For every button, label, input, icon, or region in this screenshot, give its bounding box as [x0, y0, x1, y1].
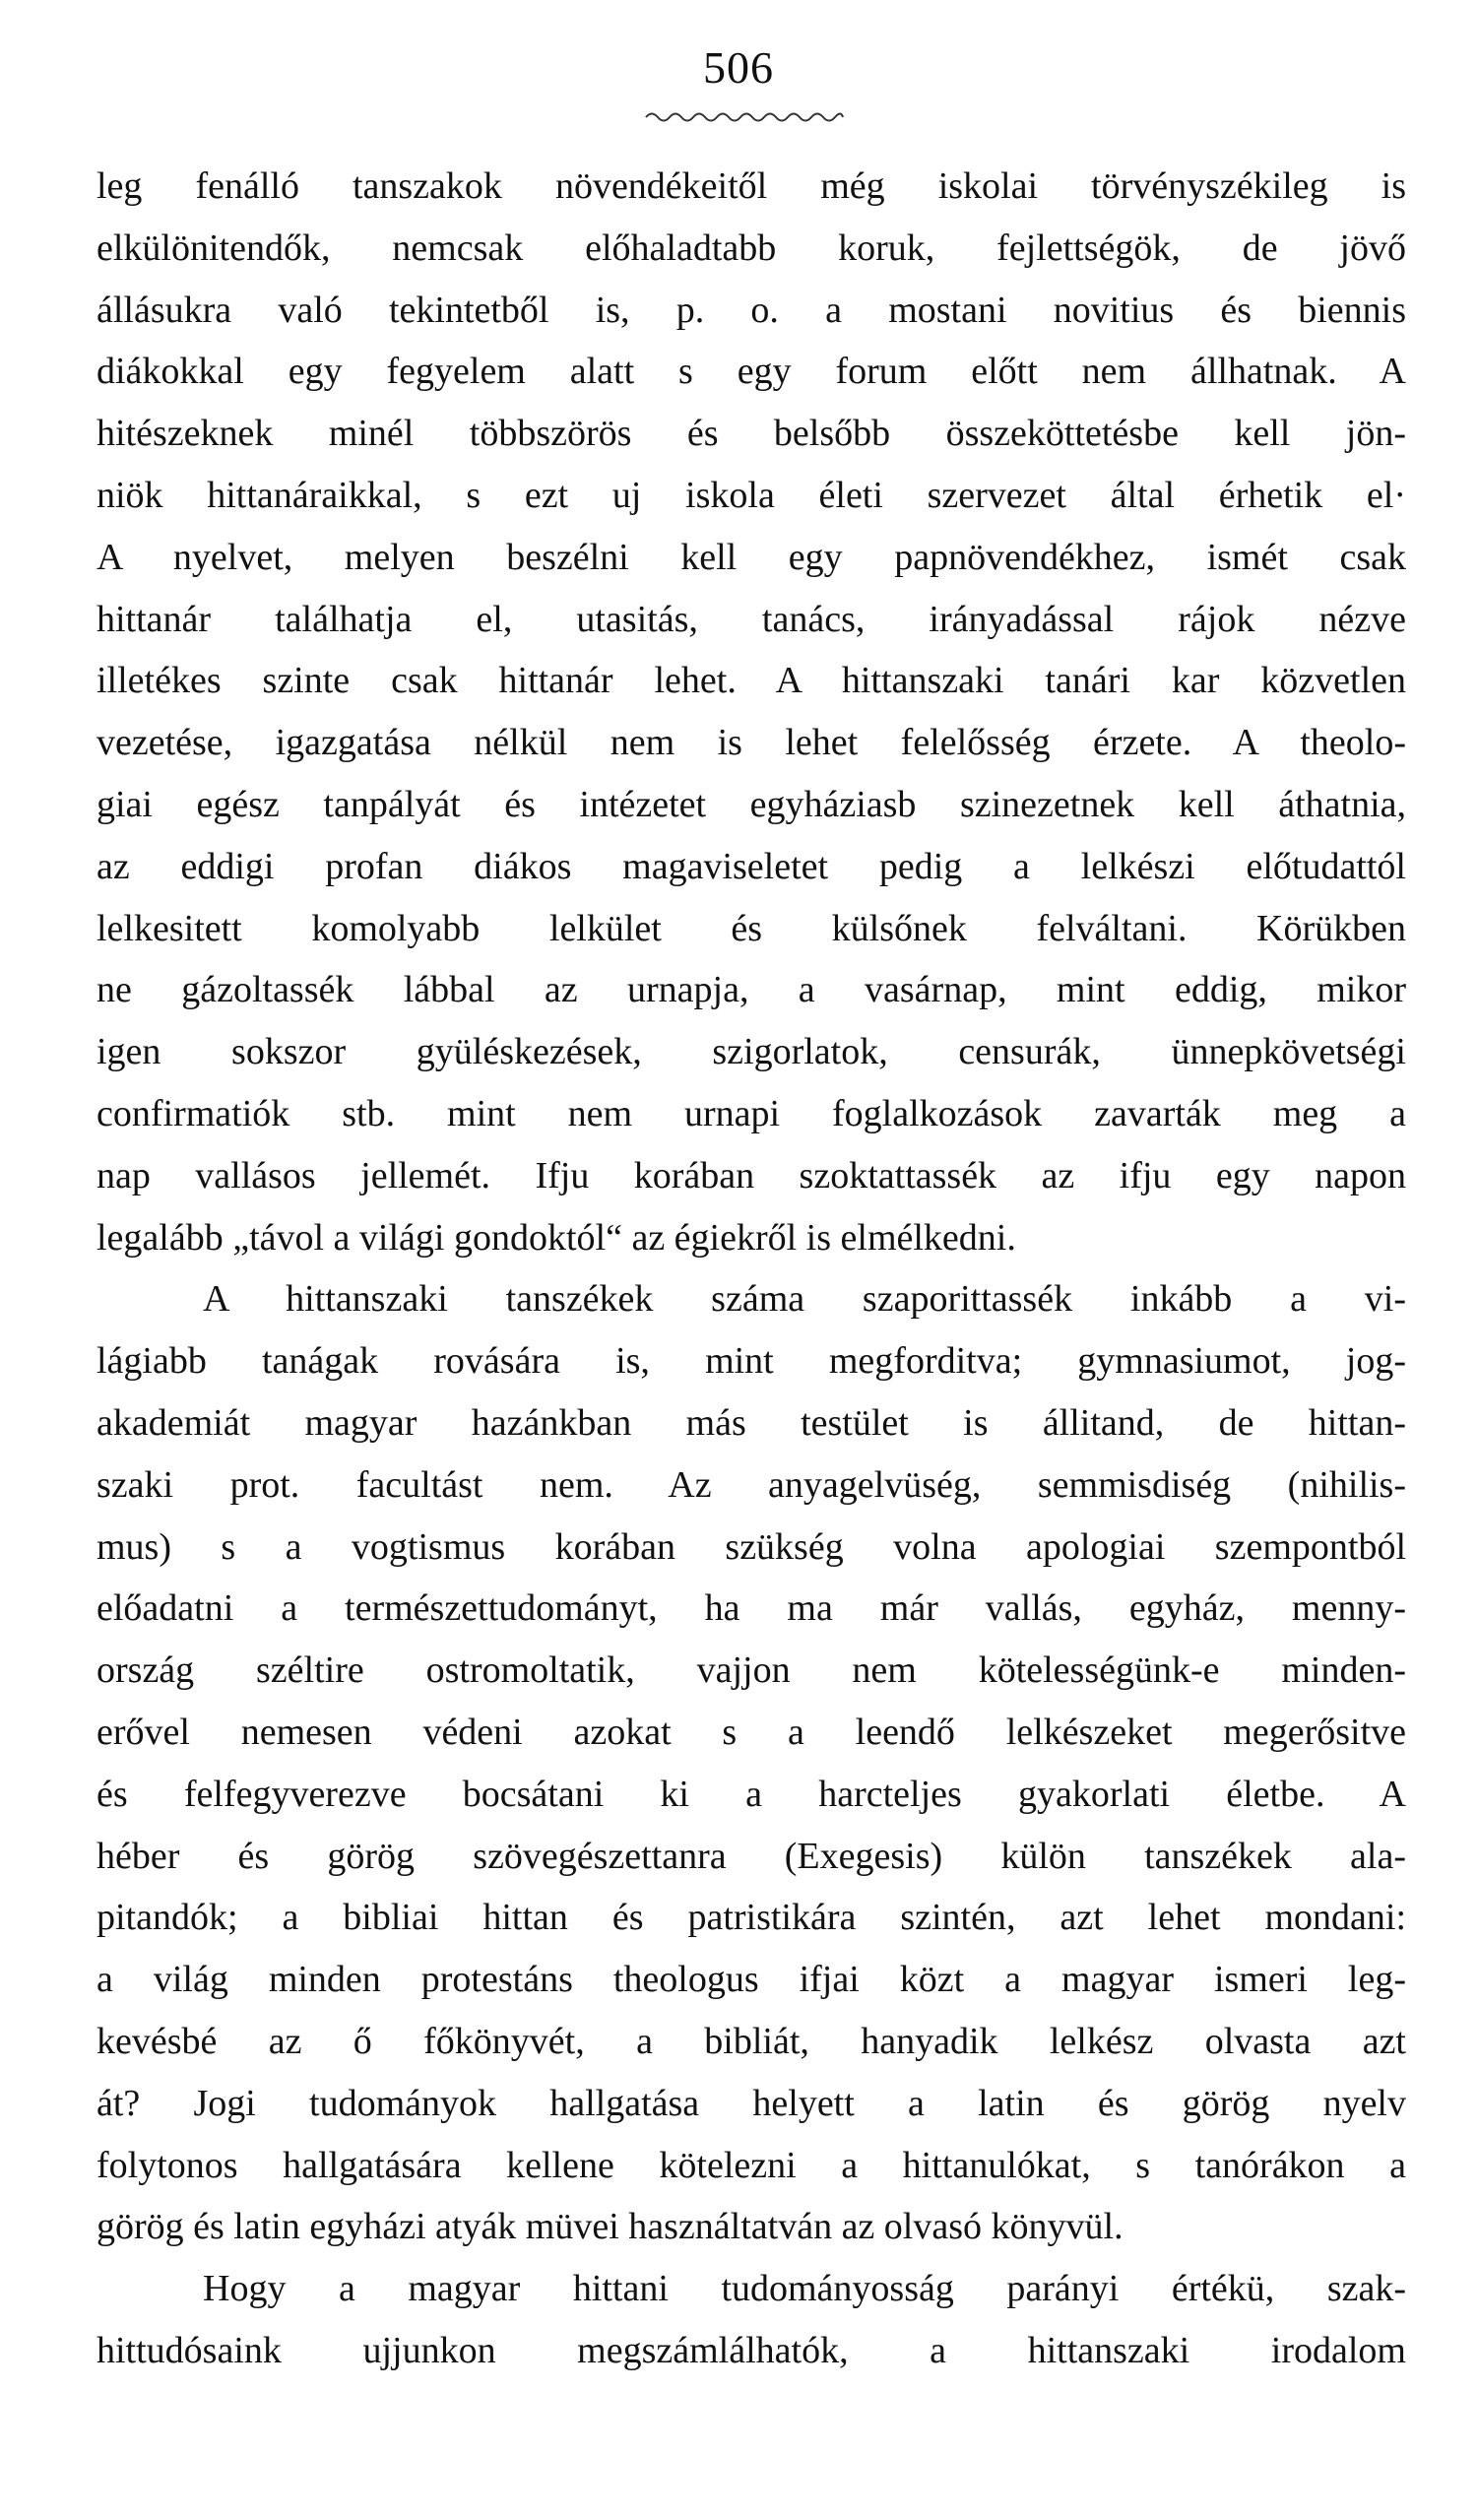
text-line: hittudósaink ujjunkon megszámlálhatók, a hittanszaki irodalom: [96, 2329, 1406, 2371]
page-number: 506: [703, 42, 774, 93]
text-line: át? Jogi tudományok hallgatása helyett a latin és görög nyelv: [96, 2082, 1406, 2124]
text-line: mus) s a vogtismus korában szükség volna apologiai szempontból: [96, 1525, 1406, 1568]
text-line: giai egész tanpályát és intézetet egyháziasb szinezetnek kell áthatnia,: [96, 783, 1406, 825]
text-line: pitandók; a bibliai hittan és patristikára szintén, azt lehet mondani:: [96, 1897, 1406, 1939]
text-line: a világ minden protestáns theologus ifjai közt a magyar ismeri leg-: [96, 1959, 1406, 2001]
text-line: elkülönitendők, nemcsak előhaladtabb koruk, fejlettségök, de jövő: [96, 226, 1406, 269]
text-line: Hogy a magyar hittani tudományosság parányi értékü, szak-: [203, 2268, 1406, 2310]
text-line: leg fenálló tanszakok növendékeitől még iskolai törvényszékileg is: [96, 165, 1406, 207]
text-line: vezetése, igazgatása nélkül nem is lehet felelősség érzete. A theolo-: [96, 722, 1406, 764]
text-line: erővel nemesen védeni azokat s a leendő lelkészeket megerősitve: [96, 1711, 1406, 1753]
wavy-ornament: [642, 108, 847, 126]
text-line: kevésbé az ő főkönyvét, a bibliát, hanyadik lelkész olvasta azt: [96, 2020, 1406, 2062]
text-line: legalább „távol a világi gondoktól“ az égiekről is elmélkedni.: [96, 1216, 1016, 1259]
text-line: az eddigi profan diákos magaviseletet pedig a lelkészi előtudattól: [96, 845, 1406, 887]
text-line: illetékes szinte csak hittanár lehet. A hittanszaki tanári kar közvetlen: [96, 660, 1406, 702]
text-line: héber és görög szövegészettanra (Exegesis) külön tanszékek ala-: [96, 1835, 1406, 1877]
text-line: szaki prot. facultást nem. Az anyagelvüség, semmisdiség (nihilis-: [96, 1463, 1406, 1506]
text-line: akademiát magyar hazánkban más testület is állitand, de hittan-: [96, 1401, 1406, 1444]
text-line: A nyelvet, melyen beszélni kell egy papnövendékhez, ismét csak: [96, 536, 1406, 578]
text-line: confirmatiók stb. mint nem urnapi foglalkozások zavarták meg a: [96, 1092, 1406, 1134]
text-line: előadatni a természettudományt, ha ma már vallás, egyház, menny-: [96, 1587, 1406, 1630]
text-line: és felfegyverezve bocsátani ki a harcteljes gyakorlati életbe. A: [96, 1773, 1406, 1815]
body-text: [96, 156, 1406, 2382]
text-line: folytonos hallgatására kellene kötelezni a hittanulókat, s tanórákon a: [96, 2144, 1406, 2186]
text-line: hitészeknek minél többszörös és belsőbb összeköttetésbe kell jön-: [96, 413, 1406, 455]
text-line: lágiabb tanágak rovására is, mint megforditva; gymnasiumot, jog-: [96, 1340, 1406, 1383]
text-line: ne gázoltassék lábbal az urnapja, a vasárnap, mint eddig, mikor: [96, 969, 1406, 1011]
text-line: A hittanszaki tanszékek száma szaporittassék inkább a vi-: [203, 1278, 1406, 1321]
text-line: hittanár találhatja el, utasitás, tanács, irányadással rájok nézve: [96, 598, 1406, 640]
text-line: nap vallásos jellemét. Ifju korában szoktattassék az ifju egy napon: [96, 1154, 1406, 1196]
text-line: görög és latin egyházi atyák müvei használtatván az olvasó könyvül.: [96, 2206, 1124, 2248]
text-line: niök hittanáraikkal, s ezt uj iskola életi szervezet által érhetik el·: [96, 474, 1406, 516]
text-line: diákokkal egy fegyelem alatt s egy forum előtt nem állhatnak. A: [96, 351, 1406, 393]
text-line: ország széltire ostromoltatik, vajjon nem kötelességünk-e minden-: [96, 1649, 1406, 1692]
text-line: állásukra való tekintetből is, p. o. a mostani novitius és biennis: [96, 289, 1406, 331]
text-line: igen sokszor gyüléskezések, szigorlatok, censurák, ünnepkövetségi: [96, 1031, 1406, 1073]
text-line: lelkesitett komolyabb lelkület és külsőnek felváltani. Körükben: [96, 907, 1406, 949]
